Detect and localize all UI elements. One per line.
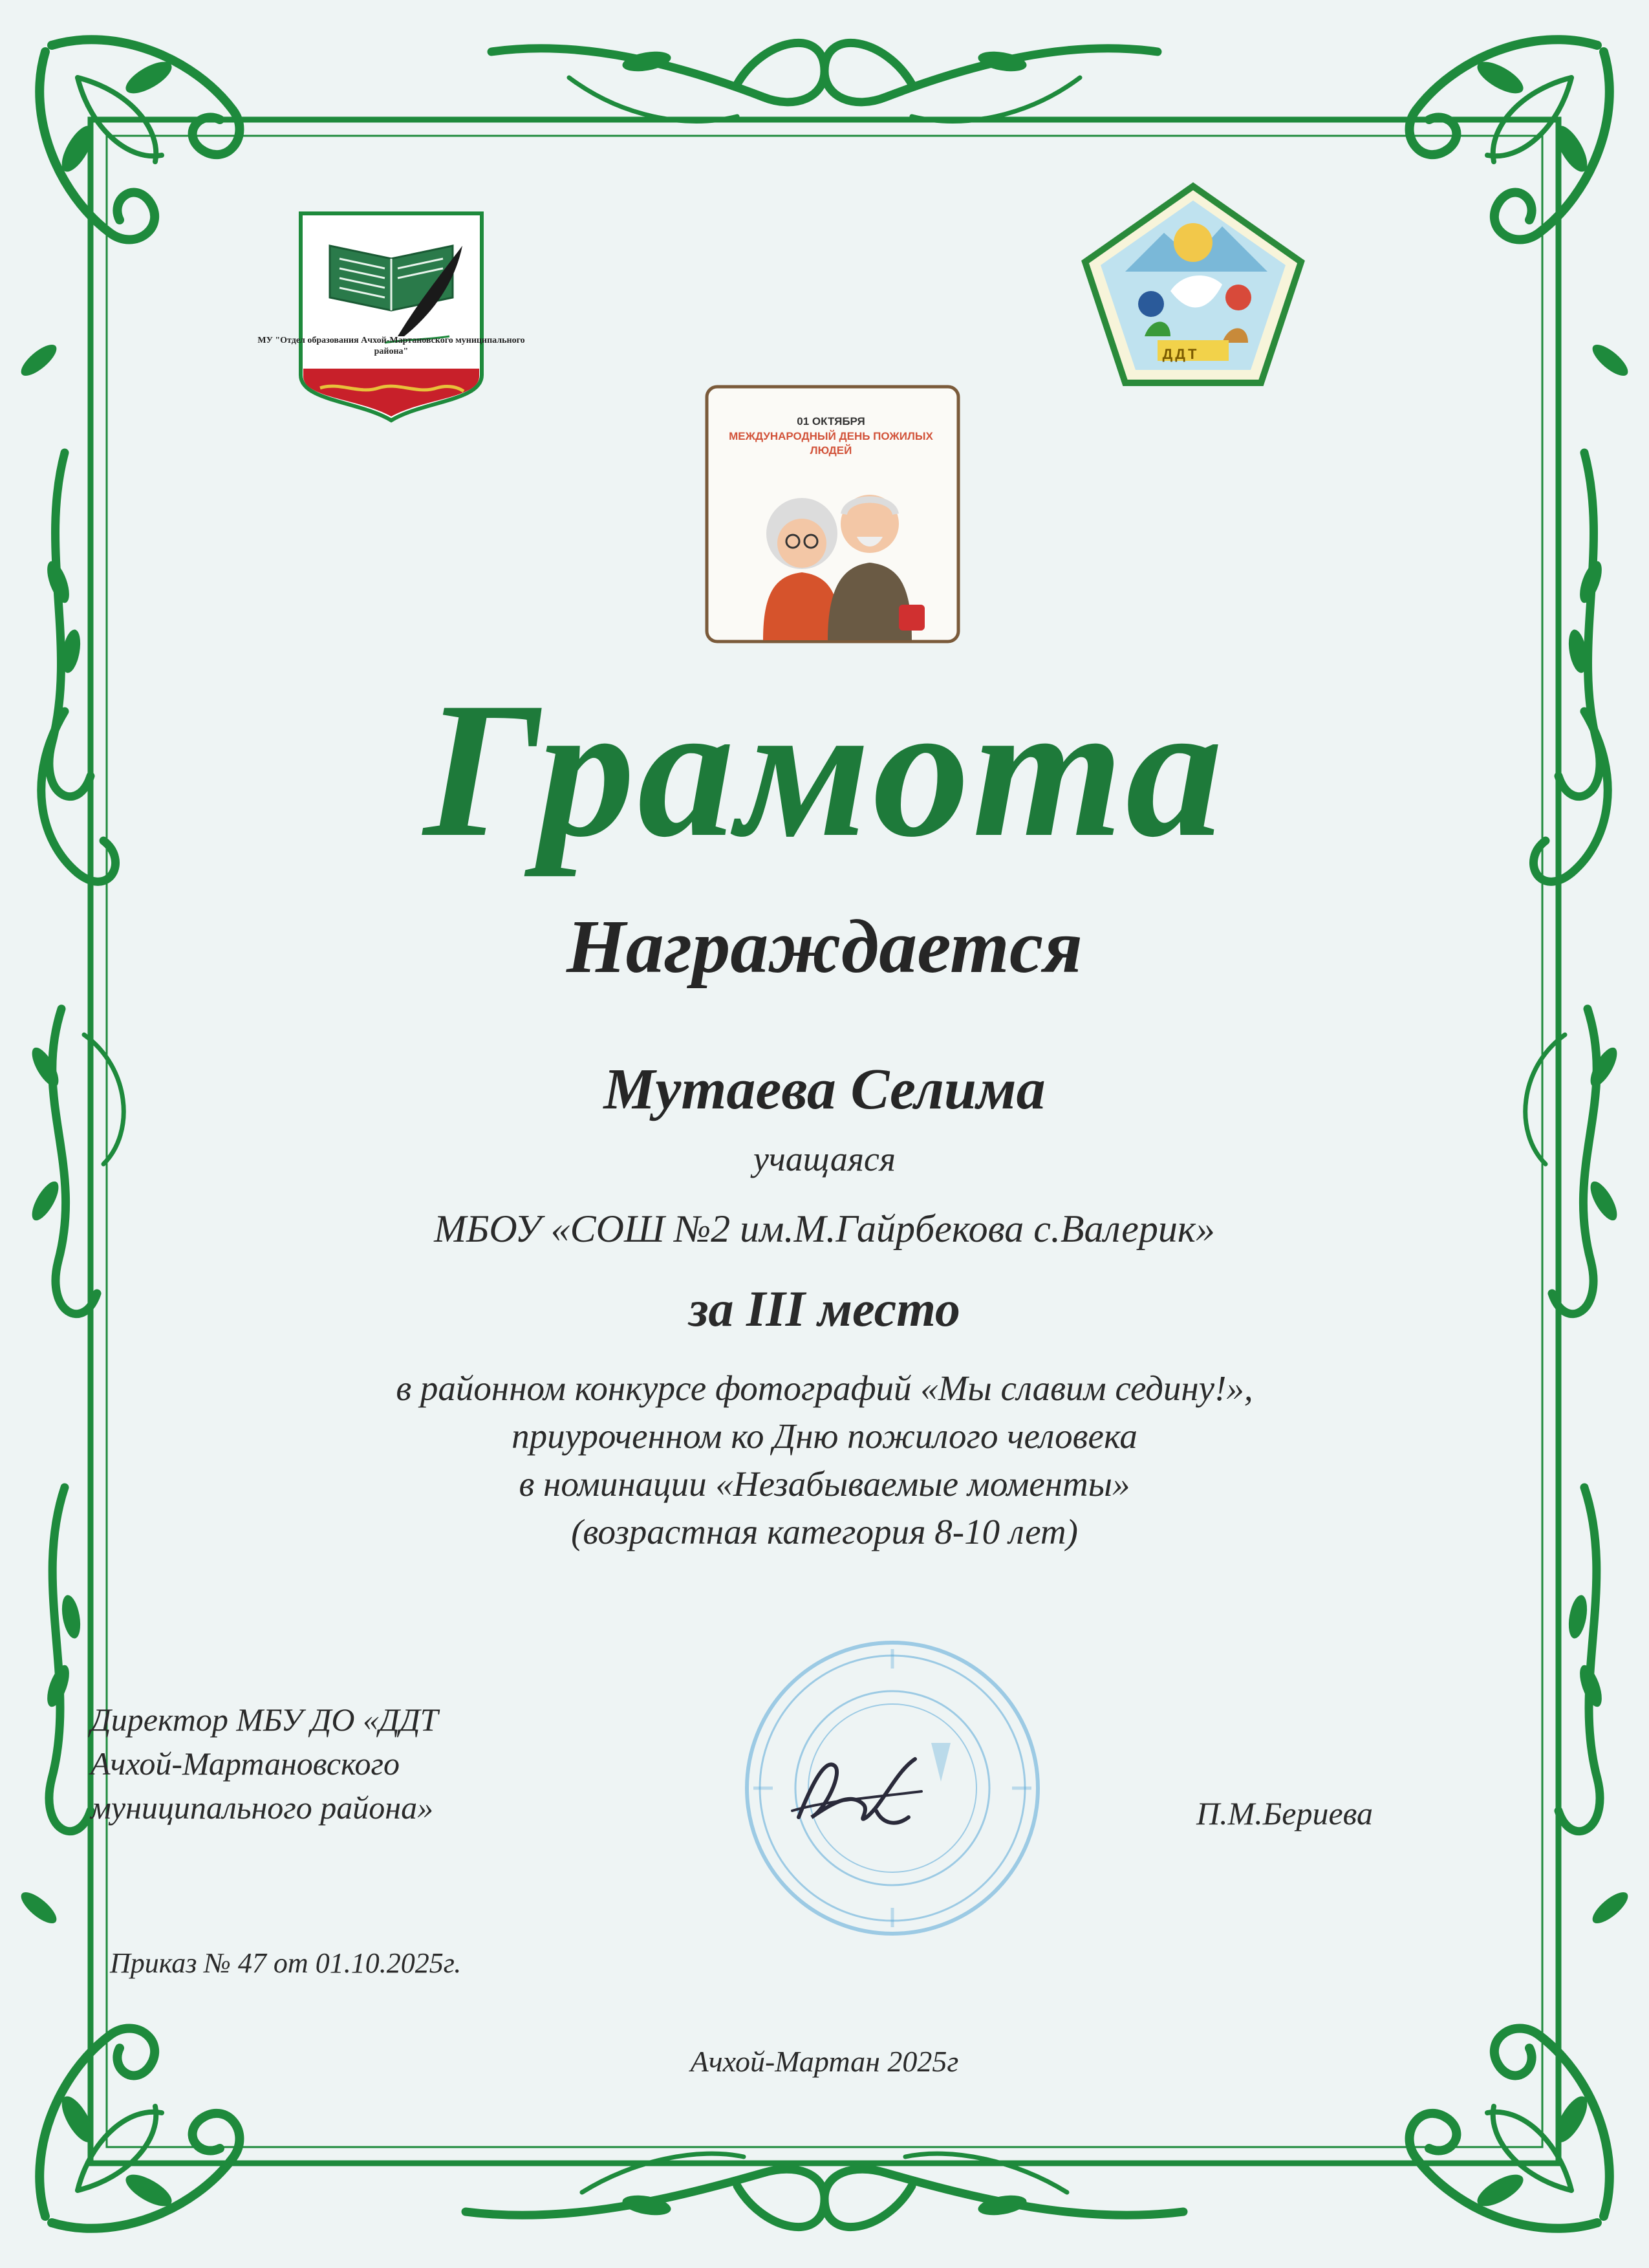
awarded-heading: Награждается [566, 904, 1083, 989]
director-position [91, 1698, 438, 1830]
position-line: муниципального района» [91, 1789, 434, 1826]
description-line: в номинации «Незабываемые моменты» [519, 1464, 1130, 1504]
left-logo-caption: МУ "Отдел образования Ачхой-Мартановского муниципального района" [257, 336, 525, 356]
signer-name: П.М.Бериева [1196, 1795, 1373, 1831]
position-line: Директор МБУ ДО «ДДТ [91, 1701, 438, 1738]
contest-description [0, 1365, 1649, 1556]
description-line: в районном конкурсе фотографий «Мы славим седину!», [396, 1368, 1253, 1408]
position-line: Ачхой-Мартановского [91, 1745, 400, 1782]
poster-title: МЕЖДУНАРОДНЫЙ ДЕНЬ ПОЖИЛЫХ ЛЮДЕЙ [729, 430, 933, 457]
certificate-title: Грамота [424, 662, 1225, 877]
right-logo-label: ДДТ [1162, 346, 1200, 362]
description-line: приуроченном ко Дню пожилого человека [512, 1416, 1137, 1456]
award-place: за III место [689, 1280, 960, 1337]
recipient-name: Мутаева Селима [603, 1057, 1046, 1121]
poster-date: 01 ОКТЯБРЯ [797, 415, 865, 427]
description-line: (возрастная категория 8-10 лет) [571, 1512, 1078, 1551]
footer-place-year: Ачхой-Мартан 2025г [690, 2045, 959, 2078]
open-book-feather-icon [294, 207, 488, 427]
handwritten-signature [786, 1746, 934, 1837]
order-number: Приказ № 47 от 01.10.2025г. [110, 1947, 462, 1979]
recipient-role: учащаяся [753, 1139, 896, 1178]
school-name: МБОУ «СОШ №2 им.М.Гайрбекова с.Валерик» [434, 1207, 1215, 1250]
